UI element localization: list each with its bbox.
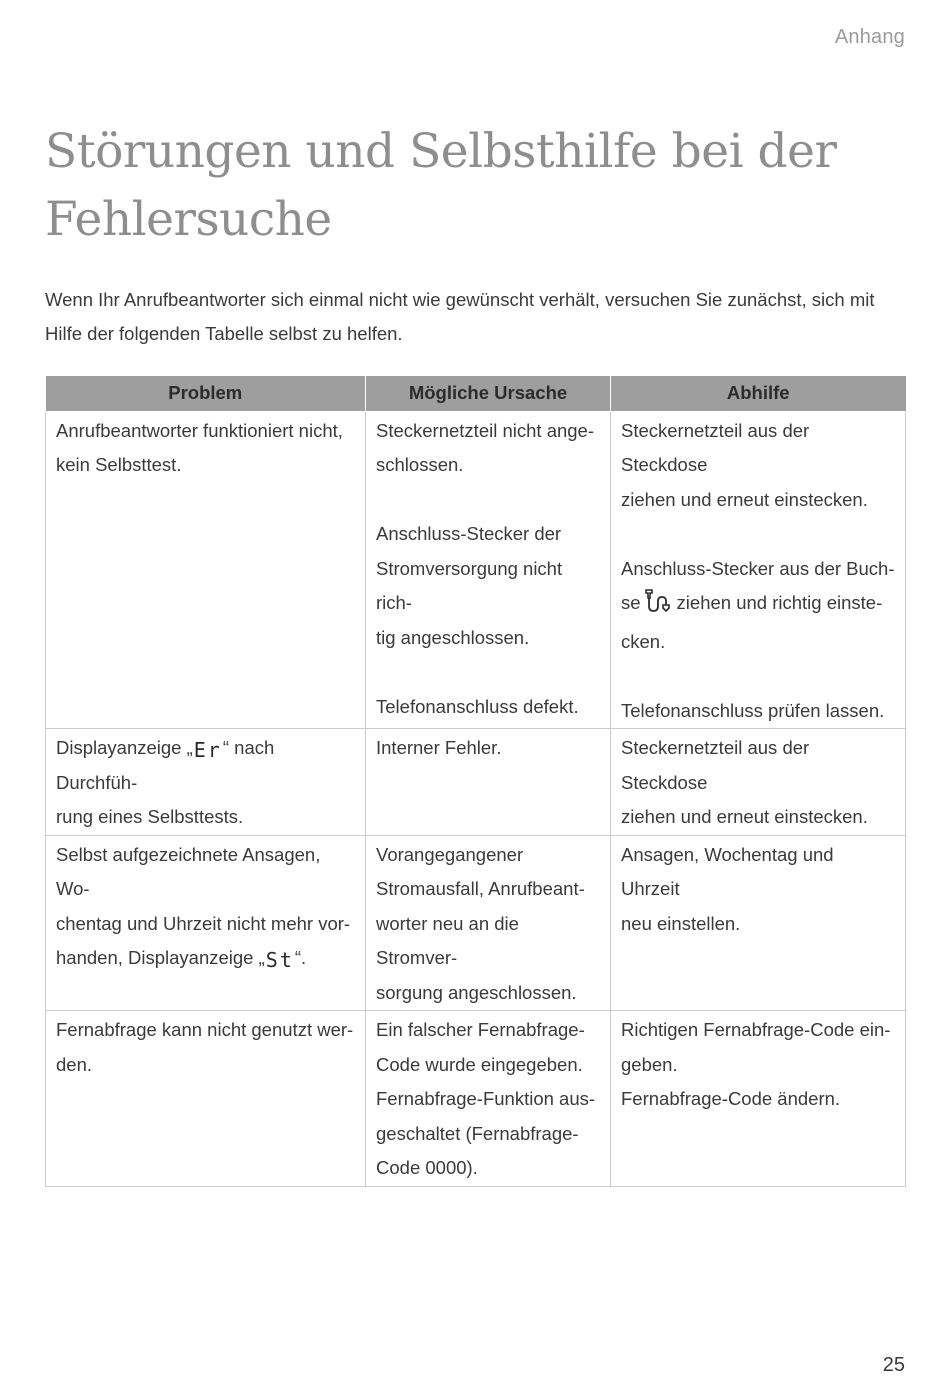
cause-text: Steckernetzteil nicht ange-: [376, 419, 595, 441]
display-code: St: [265, 948, 294, 972]
table-row: [46, 835, 906, 1011]
troubleshooting-table: [45, 376, 906, 1187]
remedy-text: Anschluss-Stecker aus der Buch-: [621, 557, 895, 579]
problem-cell: [46, 835, 366, 1011]
remedy-text-fragment: ziehen und richtig einste-: [676, 592, 883, 613]
power-socket-icon: [643, 589, 673, 625]
page-number: 25: [882, 1354, 905, 1376]
problem-text: den.: [56, 1053, 93, 1075]
cause-text: Interner Fehler.: [376, 737, 502, 758]
remedy-cell: [611, 411, 906, 729]
remedy-text: Telefonanschluss prüfen lassen.: [621, 699, 885, 721]
cause-cell: [366, 411, 611, 729]
remedy-text: Ansagen, Wochentag und Uhrzeit: [621, 843, 834, 899]
table-row: [46, 411, 906, 729]
cause-text: schlossen.: [376, 454, 464, 475]
problem-cell: [46, 1011, 366, 1187]
remedy-text: Steckernetzteil aus der Steckdose: [621, 737, 810, 793]
problem-text: kein Selbsttest.: [56, 454, 182, 475]
column-header-problem: Problem: [46, 376, 366, 411]
cause-text: worter neu an die Stromver-: [376, 912, 519, 968]
problem-text-fragment: “ nach Durchfüh-: [56, 737, 275, 793]
page-title: Störungen und Selbsthilfe bei der Fehlersuche: [45, 124, 837, 247]
cause-cell: [366, 835, 611, 1011]
problem-text: Fernabfrage kann nicht genutzt wer-: [56, 1019, 354, 1040]
table-header-row: [46, 376, 906, 411]
remedy-text: cken.: [621, 630, 666, 652]
cause-text: Anschluss-Stecker der: [376, 523, 562, 544]
cause-text: sorgung angeschlossen.: [376, 981, 577, 1003]
remedy-cell: [611, 729, 906, 836]
remedy-text: [621, 586, 895, 625]
cause-text: Code 0000).: [376, 1157, 478, 1178]
problem-cell: [46, 729, 366, 836]
problem-cell: [46, 411, 366, 729]
column-header-cause: Mögliche Ursache: [366, 376, 611, 411]
cause-cell: [366, 1011, 611, 1187]
remedy-text: Richtigen Fernabfrage-Code ein-: [621, 1019, 891, 1040]
remedy-text: geben.: [621, 1053, 678, 1075]
cause-cell: [366, 729, 611, 836]
remedy-text: Steckernetzteil aus der Steckdose: [621, 419, 810, 475]
intro-paragraph: Wenn Ihr Anrufbeantworter sich einmal nicht wie gewünscht verhält, versuchen Sie zunächst, sich mit Hilfe der folgenden Tabelle selbst zu helfen.: [45, 289, 875, 344]
remedy-text: ziehen und erneut einstecken.: [621, 488, 868, 510]
cause-text: geschaltet (Fernabfrage-: [376, 1122, 579, 1144]
problem-text: [56, 731, 355, 800]
problem-text-fragment: “.: [294, 947, 307, 968]
remedy-cell: [611, 835, 906, 1011]
problem-text-fragment: Displayanzeige „: [56, 737, 193, 758]
cause-text: Code wurde eingegeben.: [376, 1053, 583, 1075]
remedy-text-fragment: se: [621, 592, 641, 613]
cause-text: Vorangegangener: [376, 843, 524, 865]
problem-text-fragment: handen, Displayanzeige „: [56, 947, 265, 968]
column-header-remedy: Abhilfe: [611, 376, 906, 411]
remedy-text: Fernabfrage-Code ändern.: [621, 1088, 841, 1109]
problem-text: [56, 941, 355, 976]
display-code: Er: [193, 738, 222, 762]
section-label: Anhang: [834, 26, 905, 48]
problem-text: rung eines Selbsttests.: [56, 806, 244, 827]
cause-text: Stromversorgung nicht rich-: [376, 557, 563, 613]
cause-text: tig angeschlossen.: [376, 626, 530, 648]
remedy-text: neu einstellen.: [621, 912, 741, 934]
cause-text: Ein falscher Fernabfrage-: [376, 1019, 585, 1040]
problem-text: chentag und Uhrzeit nicht mehr vor-: [56, 912, 351, 934]
cause-text: Fernabfrage-Funktion aus-: [376, 1088, 596, 1109]
problem-text: Anrufbeantworter funktioniert nicht,: [56, 419, 343, 441]
remedy-text: ziehen und erneut einstecken.: [621, 806, 868, 827]
table-row: [46, 1011, 906, 1187]
table-row: [46, 729, 906, 836]
remedy-cell: [611, 1011, 906, 1187]
problem-text: Selbst aufgezeichnete Ansagen, Wo-: [56, 843, 321, 899]
cause-text: Telefonanschluss defekt.: [376, 695, 579, 717]
cause-text: Stromausfall, Anrufbeant-: [376, 878, 585, 899]
